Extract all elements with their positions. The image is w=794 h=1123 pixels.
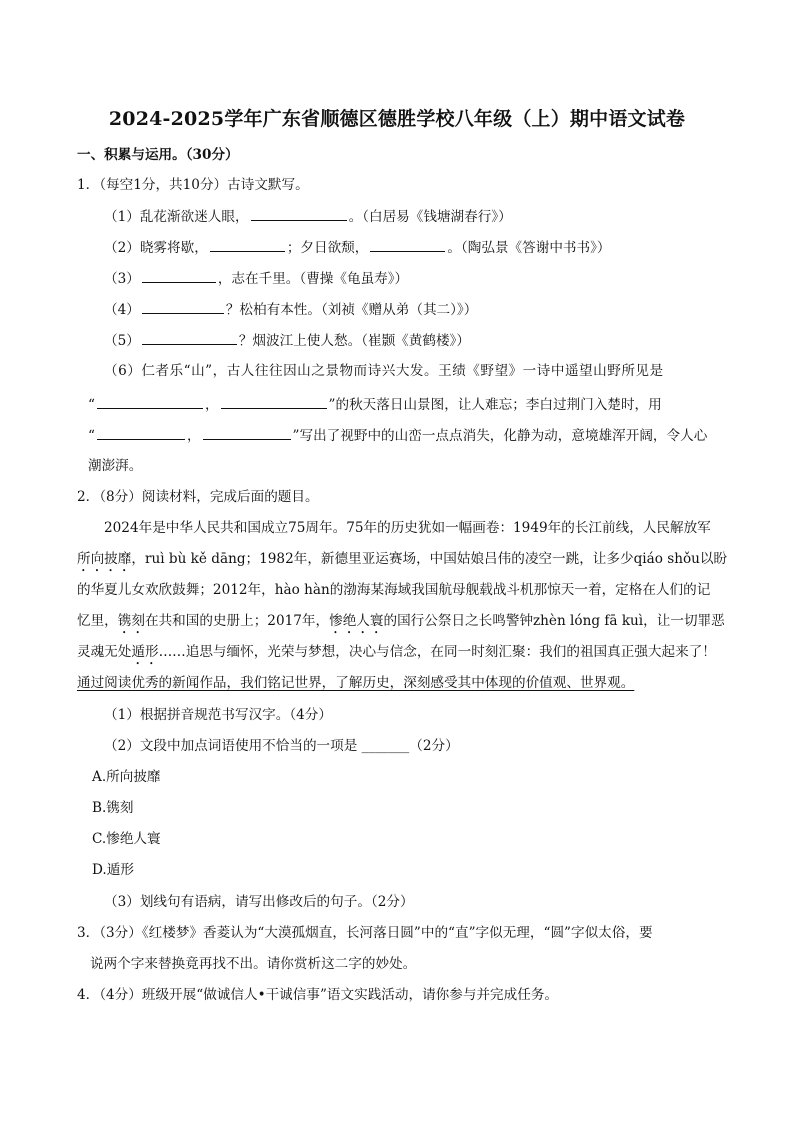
q2-p2-text: ，ruì bù kě dāng；1982年，新德里亚运赛场，中国姑娘吕伟的凌空一跳，让多少qiáo shǒu以盼 (131, 551, 728, 567)
q1-item-6-line1: （6）仁者乐“山”，古人往往因山之景物而诗兴大发。王绩《野望》一诗中遥望山野所见是 (104, 363, 664, 379)
q2-p5-text-a: 灵魂无处 (77, 644, 132, 660)
q1-2-text-c: 。（陶弘景《答谢中书书》） (447, 240, 611, 256)
dotted-word: 镌刻 (117, 613, 145, 629)
q1-3-text-b: ，志在千里。（曹操《龟虽寿》） (217, 271, 409, 287)
dotted-word: 所向披靡 (77, 551, 132, 567)
q2-sub-1: （1）根据拼音规范书写汉字。（4分） (104, 707, 332, 723)
exam-title: 2024-2025学年广东省顺德区德胜学校八年级（上）期中语文试卷 (108, 108, 686, 130)
answer-blank[interactable] (142, 269, 216, 283)
q2-p4-text-e: 的国行公祭日之长鸣警钟zhèn lóng fā kuì，让一切罪恶 (383, 613, 725, 629)
q1-5-text-a: （5） (104, 333, 140, 349)
q1-4-text-a: （4） (104, 302, 140, 318)
q2-passage-line5 (77, 643, 716, 668)
q1-item-5 (104, 331, 470, 350)
answer-blank[interactable] (142, 300, 224, 314)
q2-p5-text-c: ……追思与缅怀，光荣与梦想，决心与信念，在同一时刻汇聚：我们的祖国真正强大起来了！ (158, 644, 716, 660)
q1-4-text-b: ？松柏有本性。（刘祯《赠从弟（其二）》） (225, 302, 478, 318)
answer-blank[interactable] (251, 207, 347, 221)
q1-1-text-b: 。（白居易《钱塘湖春行》） (348, 209, 512, 225)
q2-option-c: C.惨绝人寰 (92, 831, 161, 847)
q2-passage-line4 (77, 612, 725, 637)
q2-option-d: D.遁形 (92, 862, 134, 878)
q1-6-text-c2: ”写出了视野中的山峦一点点消失，化静为动，意境雄浑开阔，令人心 (292, 428, 708, 444)
q1-1-text-a: （1）乱花渐欲迷人眼， (104, 209, 249, 225)
q1-6-quote-open: “ (88, 397, 95, 413)
q1-item-6-line2 (88, 395, 662, 414)
underlined-sentence: 通过阅读优秀的新闻作品，我们铭记世界，了解历史，深刻感受其中体现的价值观、世界观。 (77, 675, 635, 691)
dotted-word: 遁形 (131, 644, 159, 660)
q1-item-6-line3 (88, 426, 707, 445)
dotted-word: 惨绝人寰 (329, 613, 384, 629)
answer-blank[interactable] (221, 395, 327, 409)
q1-item-4 (104, 300, 477, 319)
q1-2-text-b: ；夕日欲颓， (286, 240, 369, 256)
q4-line1: 4．（4分）班级开展“做诚信人•干诚信事”语文实践活动，请你参与并完成任务。 (77, 987, 559, 1003)
q1-6-comma-2: ， (186, 428, 201, 444)
answer-blank[interactable] (370, 238, 445, 252)
section-heading: 一、积累与运用。（30分） (77, 147, 239, 163)
q2-option-a: A.所向披靡 (92, 769, 161, 785)
q1-5-text-b: ？烟波江上使人愁。（崔颢《黄鹤楼》） (238, 333, 470, 349)
q1-stem: 1．（每空1分，共10分）古诗文默写。 (77, 177, 309, 193)
q1-6-text-c: ”的秋天落日山景图，让人难忘；李白过荆门入楚时，用 (328, 397, 662, 413)
q1-2-text-a: （2）晓雾将歇， (104, 240, 208, 256)
q1-item-1 (104, 207, 512, 226)
q1-item-6-line4: 潮澎湃。 (88, 458, 143, 474)
q1-6-comma: ， (204, 397, 219, 413)
q2-p4-text-a: 忆里， (77, 613, 118, 629)
q1-3-text-a: （3） (104, 271, 140, 287)
q2-passage-line2 (77, 550, 727, 575)
q2-stem: 2．（8分）阅读材料，完成后面的题目。 (77, 489, 319, 505)
q1-6-quote-open-2: “ (88, 428, 95, 444)
answer-blank[interactable] (203, 426, 291, 440)
q1-item-2 (104, 238, 611, 257)
q2-p4-text-c: 在共和国的史册上；2017年， (144, 613, 330, 629)
answer-blank[interactable] (210, 238, 285, 252)
answer-blank[interactable] (142, 331, 237, 345)
answer-blank[interactable] (97, 426, 185, 440)
answer-blank[interactable] (97, 395, 203, 409)
q1-item-3 (104, 269, 408, 288)
q2-sub-3: （3）划线句有语病，请写出修改后的句子。（2分） (104, 894, 414, 910)
q2-sub-2: （2）文段中加点词语使用不恰当的一项是 _______（2分） (104, 738, 459, 754)
q3-line2: 说两个字来替换竟再找不出。请你赏析这二字的妙处。 (90, 956, 417, 972)
q2-passage-line3: 的华夏儿女欢欣鼓舞；2012年，hào hàn的渤海某海域我国航母舰载战斗机那惊天一着，定格在人们的记 (77, 582, 711, 598)
q3-line1: 3．（3分）《红楼梦》香菱认为“大漠孤烟直，长河落日圆”中的“直”字似无理，“圆”字似太俗，要 (77, 925, 653, 941)
q2-passage-line1: 2024年是中华人民共和国成立75周年。75年的历史犹如一幅画卷：1949年的长江前线，人民解放军 (104, 520, 711, 536)
q2-option-b: B.镌刻 (92, 800, 134, 816)
